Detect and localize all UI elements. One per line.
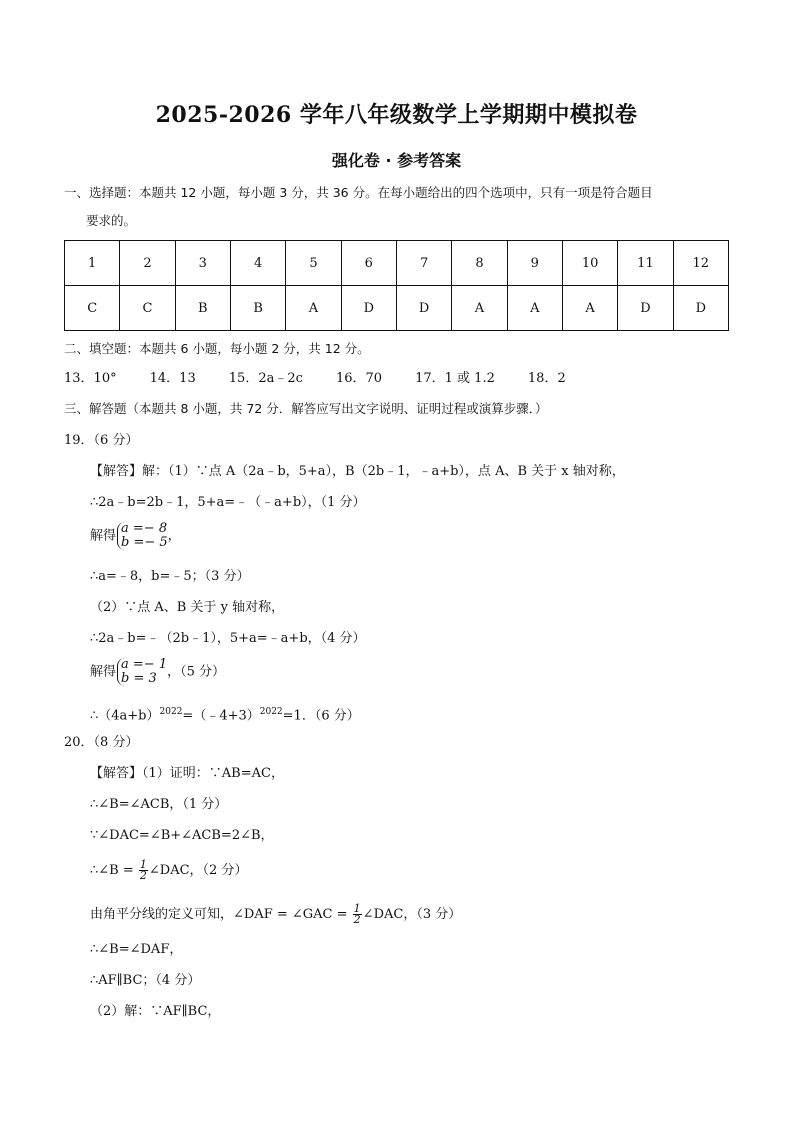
q19-line-6: ∴2a﹣b=﹣（2b﹣1），5+a=﹣a+b，（4 分） — [90, 631, 366, 646]
q20-l5-b: ∠DAC，（3 分） — [362, 907, 462, 922]
q20-line-3: ∵∠DAC=∠B+∠ACB=2∠B， — [90, 828, 274, 843]
system-eq-a: a =− 1 — [121, 657, 168, 672]
q20-line-1: 【解答】（1）证明：∵AB=AC， — [90, 766, 284, 781]
table-cell-answer: D — [673, 286, 728, 331]
table-cell-answer: A — [286, 286, 341, 331]
fraction-one-half — [353, 904, 362, 925]
section1-intro-line2: 要求的。 — [86, 213, 137, 228]
q19-exponent-2: 2022 — [259, 707, 283, 717]
q20-line-8: （2）解：∵AF∥BC， — [90, 1004, 221, 1019]
q20-line-7: ∴AF∥BC；（4 分） — [90, 973, 201, 988]
q20-l4-b: ∠DAC，（2 分） — [148, 863, 248, 878]
table-cell-answer: A — [452, 286, 507, 331]
page-subtitle: 强化卷 · 参考答案 — [331, 151, 462, 170]
q19-line-4: ∴a=﹣8，b=﹣5；（3 分） — [90, 569, 250, 584]
fraction-denominator: 2 — [139, 869, 147, 882]
fill-in-answers: 13．10° 14．13 15．2a﹣2c 16．70 17．1 或 1.2 18．2 — [64, 371, 566, 386]
table-cell-answer: A — [507, 286, 562, 331]
q19-line-1: 【解答】解：（1）∵点 A（2a﹣b，5+a），B（2b﹣1，﹣a+b），点 A、B 关于 x 轴对称， — [90, 464, 625, 479]
q19-solve-prefix-2: 解得 — [90, 664, 117, 680]
table-cell-number: 1 — [65, 241, 120, 286]
q19-equation-system-1 — [117, 522, 168, 550]
q20-heading: 20．（8 分） — [64, 735, 139, 750]
table-cell-number: 2 — [120, 241, 175, 286]
system-eq-a: a =− 8 — [121, 521, 168, 536]
q19-line-8 — [90, 703, 360, 725]
system-eq-b: b =− 5 — [121, 535, 168, 550]
table-cell-answer: C — [120, 286, 175, 331]
q19-heading: 19．（6 分） — [64, 433, 139, 448]
table-cell-answer: A — [562, 286, 617, 331]
fraction-numerator: 1 — [353, 902, 361, 915]
table-cell-number: 11 — [618, 241, 673, 286]
q20-l5-a: 由角平分线的定义可知，∠DAF = ∠GAC = — [90, 907, 348, 922]
table-cell-answer: D — [396, 286, 451, 331]
q19-expr-c: =1．（6 分） — [282, 708, 360, 724]
table-cell-answer: C — [65, 286, 120, 331]
q19-solve-suffix: ， — [167, 528, 181, 544]
table-cell-answer: B — [175, 286, 230, 331]
q19-equation-system-2 — [117, 658, 167, 686]
q19-solve-suffix-2: ，（5 分） — [167, 664, 225, 680]
q19-line-5: （2）∵点 A、B 关于 y 轴对称， — [90, 600, 285, 615]
table-cell-answer: D — [341, 286, 396, 331]
q19-line-2: ∴2a﹣b=2b﹣1，5+a=﹣（﹣a+b），（1 分） — [90, 495, 366, 510]
section3-intro: 三、解答题（本题共 8 小题，共 72 分．解答应写出文字说明、证明过程或演算步骤．） — [64, 401, 548, 416]
q19-expr-b: =（﹣4+3） — [182, 708, 260, 724]
table-cell-number: 4 — [230, 241, 285, 286]
fraction-one-half — [139, 860, 148, 881]
q20-l4-a: ∴∠B = — [90, 863, 134, 878]
q20-line-6: ∴∠B=∠DAF， — [90, 942, 183, 957]
q19-line-3 — [90, 522, 181, 550]
table-cell-number: 8 — [452, 241, 507, 286]
section2-intro: 二、填空题：本题共 6 小题，每小题 2 分，共 12 分。 — [64, 341, 370, 356]
q20-line-4 — [90, 860, 247, 881]
q20-line-2: ∴∠B=∠ACB，（1 分） — [90, 797, 228, 812]
q19-exponent-1: 2022 — [159, 707, 183, 717]
table-cell-number: 5 — [286, 241, 341, 286]
section1-intro-line1: 一、选择题：本题共 12 小题，每小题 3 分，共 36 分。在每小题给出的四个选项中，只有一项是符合题目 — [64, 185, 653, 200]
table-cell-number: 12 — [673, 241, 728, 286]
system-eq-b: b = 3 — [121, 671, 157, 686]
table-row-answers — [65, 286, 729, 331]
fraction-denominator: 2 — [353, 913, 361, 926]
table-cell-number: 10 — [562, 241, 617, 286]
table-row-numbers — [65, 241, 729, 286]
table-cell-number: 3 — [175, 241, 230, 286]
q19-line-7 — [90, 658, 225, 686]
fraction-numerator: 1 — [139, 858, 147, 871]
table-cell-number: 6 — [341, 241, 396, 286]
page-title: 2025-2026 学年八年级数学上学期期中模拟卷 — [155, 102, 638, 128]
q19-solve-prefix: 解得 — [90, 528, 117, 544]
table-cell-number: 9 — [507, 241, 562, 286]
q20-line-5 — [90, 904, 461, 925]
table-cell-answer: B — [230, 286, 285, 331]
choice-answer-table — [64, 240, 729, 331]
table-cell-answer: D — [618, 286, 673, 331]
table-cell-number: 7 — [396, 241, 451, 286]
q19-expr-a: ∴（4a+b） — [90, 708, 160, 724]
